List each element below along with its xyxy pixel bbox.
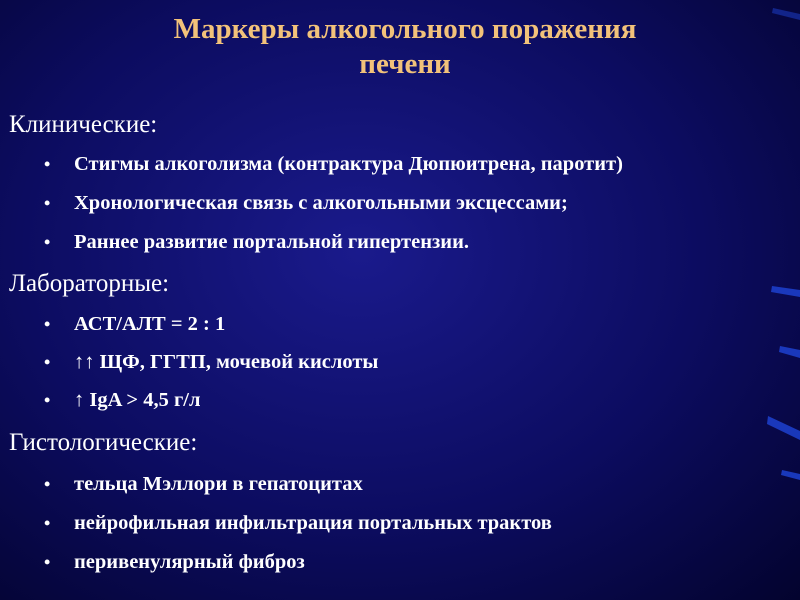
section-heading-clinical: Клинические:	[9, 111, 158, 138]
list-item	[44, 511, 552, 535]
list-item-text: АСТ/АЛТ = 2 : 1	[74, 313, 226, 335]
list-item	[44, 152, 623, 176]
section-heading-histological: Гистологические:	[9, 429, 198, 456]
list-item	[44, 230, 469, 254]
list-item	[44, 312, 225, 336]
bullet-dot: •	[44, 390, 51, 410]
list-item-text: ↑ IgA > 4,5 г/л	[74, 389, 201, 411]
streak-3	[767, 416, 800, 440]
bullet-dot: •	[44, 193, 51, 213]
bullet-dot: •	[44, 513, 51, 533]
list-item-text: ↑↑ ЩФ, ГГТП, мочевой кислоты	[74, 351, 379, 373]
title-line-1: Маркеры алкогольного поражения	[173, 13, 637, 45]
list-item-text: тельца Мэллори в гепатоцитах	[74, 473, 363, 495]
streak-1	[771, 286, 800, 297]
list-item-text: нейрофильная инфильтрация портальных трактов	[74, 512, 552, 534]
bullet-dot: •	[44, 314, 51, 334]
list-item-text: Хронологическая связь с алкогольными эксцессами;	[74, 192, 568, 214]
bullet-dot: •	[44, 154, 51, 174]
list-item	[44, 388, 200, 412]
bullet-dot: •	[44, 552, 51, 572]
streak-4	[781, 470, 800, 480]
bullet-dot: •	[44, 352, 51, 372]
list-item	[44, 472, 363, 496]
list-item-text: Раннее развитие портальной гипертензии.	[74, 231, 470, 253]
section-heading-laboratory: Лабораторные:	[9, 270, 170, 297]
bullet-dot: •	[44, 474, 51, 494]
list-item	[44, 550, 305, 574]
list-item	[44, 350, 378, 374]
slide-title	[0, 12, 800, 82]
streak-2	[779, 346, 800, 358]
bullet-dot: •	[44, 232, 51, 252]
list-item-text: перивенулярный фиброз	[74, 551, 305, 573]
title-line-2: печени	[359, 48, 451, 80]
list-item-text: Стигмы алкоголизма (контрактура Дюпюитрена, паротит)	[74, 153, 623, 175]
list-item	[44, 191, 568, 215]
